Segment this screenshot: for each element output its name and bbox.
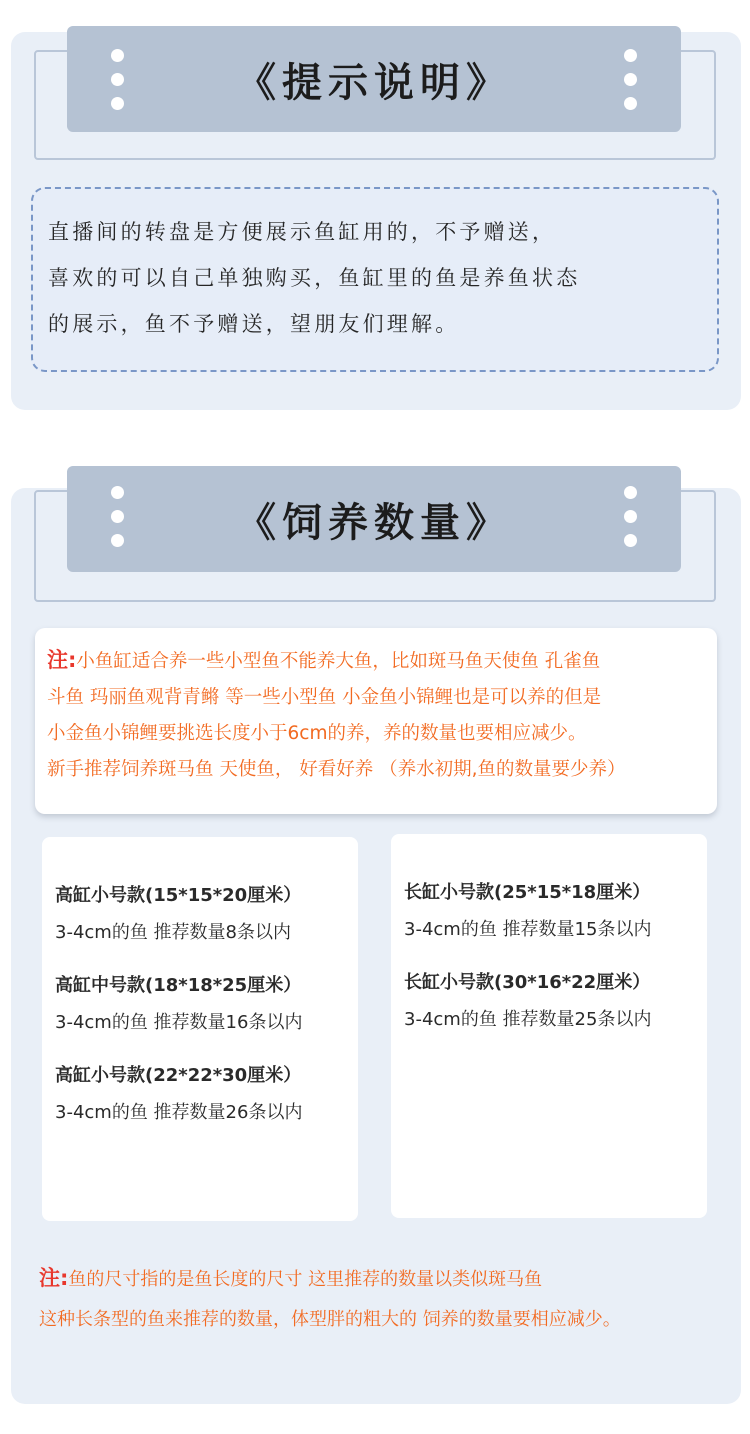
spec-title: 长缸小号款(25*15*18厘米） — [404, 882, 651, 903]
note-line: 新手推荐饲养斑马鱼 天使鱼， 好看好养 （养水初期,鱼的数量要少养） — [47, 759, 626, 780]
banner-dots-left — [111, 486, 125, 547]
note-prefix: 注: — [47, 648, 77, 672]
spec-item — [55, 963, 358, 1037]
notice-box — [31, 187, 719, 372]
dot-icon — [624, 73, 637, 86]
section-title: 《饲养数量》 — [236, 499, 512, 546]
quantity-panel — [11, 488, 741, 1404]
note-prefix: 注: — [39, 1266, 69, 1290]
note-line: 小金鱼小锦鲤要挑选长度小于6cm的养，养的数量也要相应减少。 — [47, 723, 587, 744]
spec-item — [55, 873, 358, 947]
dot-icon — [624, 534, 637, 547]
tall-tank-card — [42, 837, 358, 1221]
spec-item — [404, 960, 707, 1034]
dot-icon — [111, 49, 124, 62]
title-banner — [67, 466, 681, 572]
spec-desc: 3-4cm的鱼 推荐数量8条以内 — [55, 922, 292, 943]
title-banner — [67, 26, 681, 132]
banner-dots-left — [111, 49, 125, 110]
spec-title: 高缸小号款(15*15*20厘米） — [55, 885, 302, 906]
spec-title: 高缸小号款(22*22*30厘米） — [55, 1065, 302, 1086]
dot-icon — [111, 73, 124, 86]
note-line — [47, 642, 717, 680]
spec-title: 长缸小号款(30*16*22厘米） — [404, 972, 651, 993]
note-line — [39, 1258, 739, 1300]
dot-icon — [624, 49, 637, 62]
spec-title: 高缸中号款(18*18*25厘米） — [55, 975, 302, 996]
note-text: 小鱼缸适合养一些小型鱼不能养大鱼，比如斑马鱼天使鱼 孔雀鱼 — [76, 651, 601, 672]
dot-icon — [624, 510, 637, 523]
spec-desc: 3-4cm的鱼 推荐数量16条以内 — [55, 1012, 303, 1033]
notice-line: 喜欢的可以自己单独购买，鱼缸里的鱼是养鱼状态 — [48, 266, 581, 290]
note-line: 这种长条型的鱼来推荐的数量，体型胖的粗大的 饲养的数量要相应减少。 — [39, 1309, 621, 1330]
dot-icon — [624, 486, 637, 499]
dot-icon — [624, 97, 637, 110]
banner-dots-right — [624, 49, 638, 110]
notice-line: 直播间的转盘是方便展示鱼缸用的，不予赠送， — [48, 220, 557, 244]
section-title: 《提示说明》 — [236, 59, 512, 106]
dot-icon — [111, 97, 124, 110]
dot-icon — [111, 510, 124, 523]
spec-item — [404, 870, 707, 944]
dot-icon — [111, 486, 124, 499]
dot-icon — [111, 534, 124, 547]
feeding-note — [35, 628, 717, 814]
notice-line: 的展示，鱼不予赠送，望朋友们理解。 — [48, 312, 460, 336]
note-line: 斗鱼 玛丽鱼观背青鳉 等一些小型鱼 小金鱼小锦鲤也是可以养的但是 — [47, 687, 602, 708]
spec-item — [55, 1053, 358, 1127]
size-note — [39, 1258, 739, 1340]
spec-desc: 3-4cm的鱼 推荐数量26条以内 — [55, 1102, 303, 1123]
spec-desc: 3-4cm的鱼 推荐数量15条以内 — [404, 919, 652, 940]
notice-panel — [11, 32, 741, 410]
long-tank-card — [391, 834, 707, 1218]
note-text: 鱼的尺寸指的是鱼长度的尺寸 这里推荐的数量以类似斑马鱼 — [68, 1269, 543, 1290]
spec-desc: 3-4cm的鱼 推荐数量25条以内 — [404, 1009, 652, 1030]
banner-dots-right — [624, 486, 638, 547]
